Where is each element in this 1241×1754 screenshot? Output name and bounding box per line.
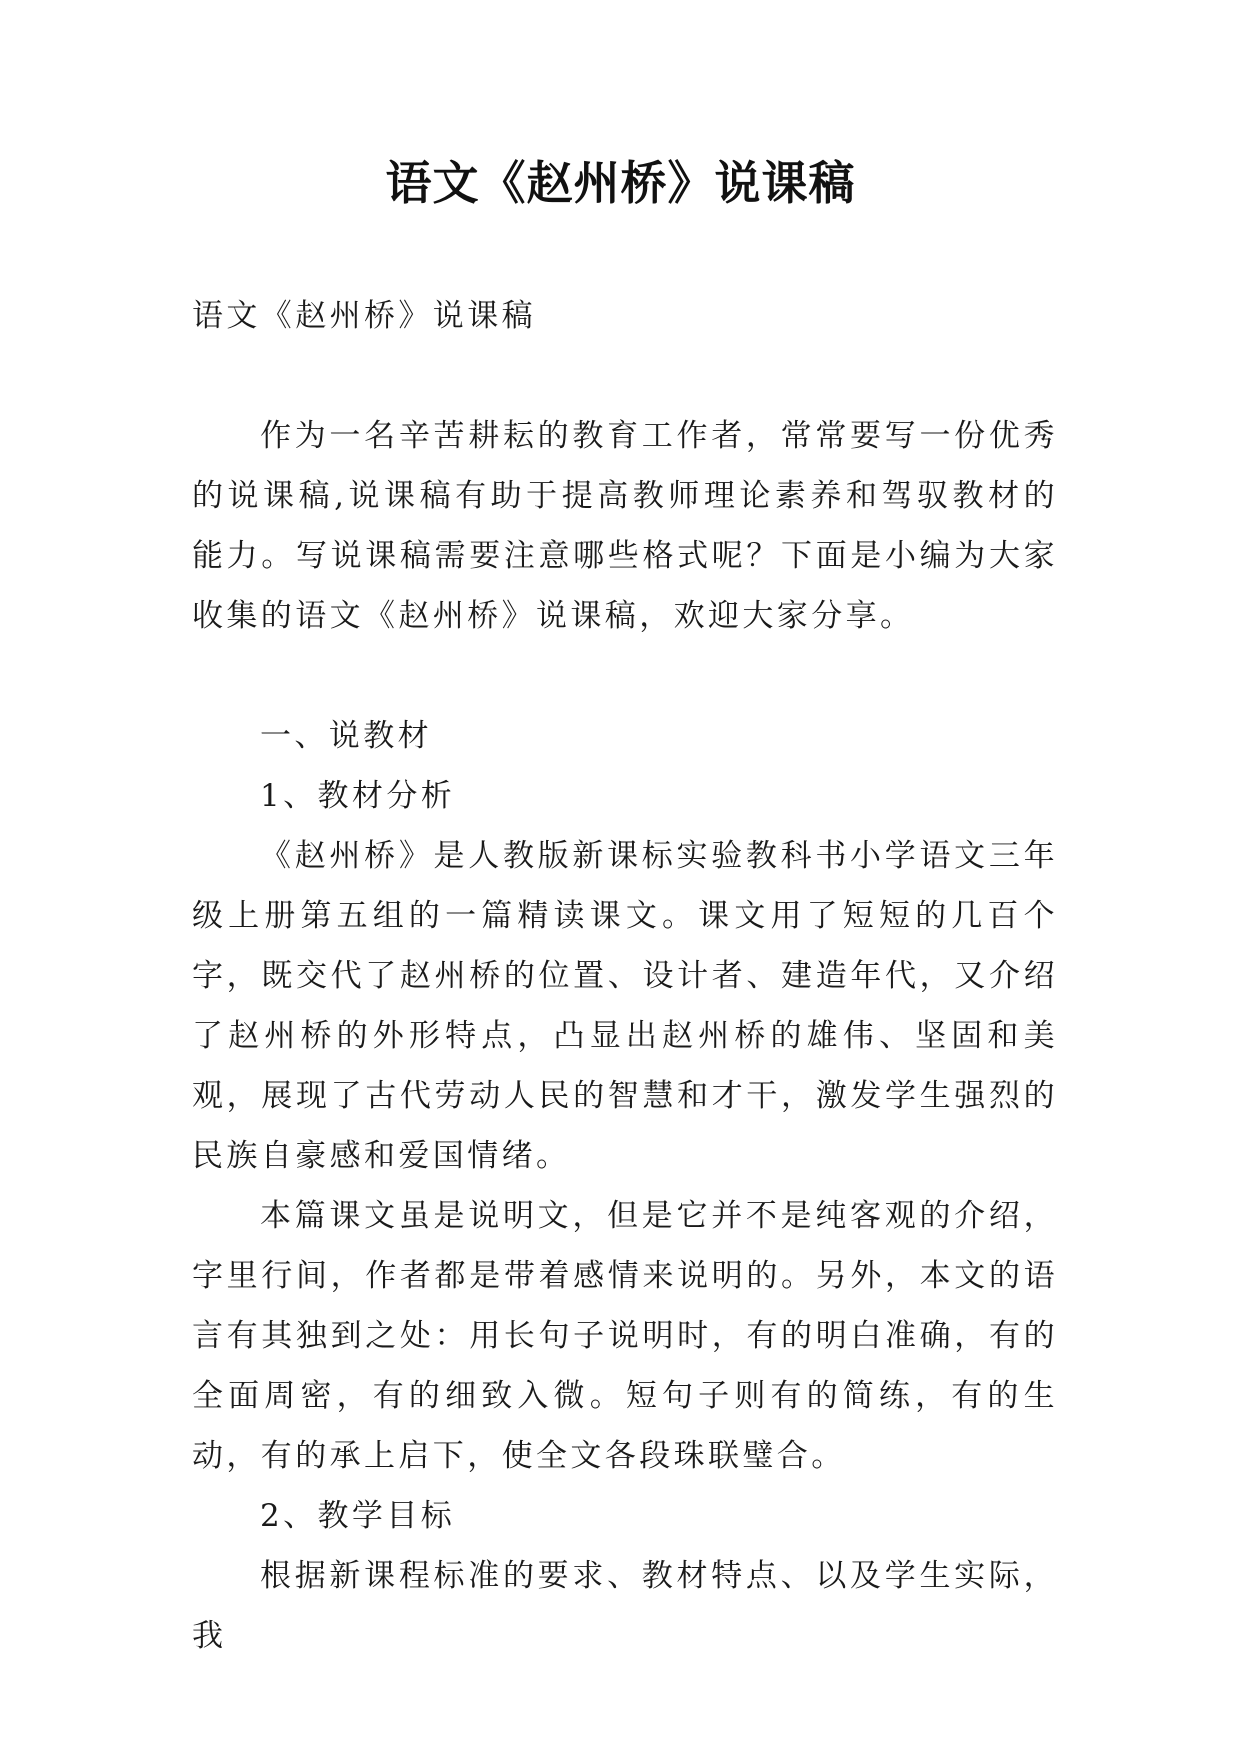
section-heading-textbook: 一、说教材: [260, 718, 432, 754]
analysis-paragraph: 《赵州桥》是人教版新课标实验教科书小学语文三年级上册第五组的一篇精读课文。课文用了短短的几百个字，既交代了赵州桥的位置、设计者、建造年代，又介绍了赵州桥的外形特点，凸显出赵州桥的雄伟、坚固和美观，展现了古代劳动人民的智慧和才干，激发学生强烈的民族自豪感和爱国情绪。: [192, 838, 1058, 1174]
subsection-heading-analysis: 1、教材分析: [260, 778, 456, 814]
document-body: [192, 286, 1058, 1666]
goals-paragraph: 根据新课程标准的要求、教材特点、以及学生实际，我: [192, 1558, 1058, 1654]
language-paragraph: 本篇课文虽是说明文，但是它并不是纯客观的介绍，字里行间，作者都是带着感情来说明的。另外，本文的语言有其独到之处：用长句子说明时，有的明白准确，有的全面周密，有的细致入微。短句子则有的简练，有的生动，有的承上启下，使全文各段珠联璧合。: [192, 1198, 1058, 1474]
intro-paragraph: 作为一名辛苦耕耘的教育工作者，常常要写一份优秀的说课稿,说课稿有助于提高教师理论素养和驾驭教材的能力。写说课稿需要注意哪些格式呢？下面是小编为大家收集的语文《赵州桥》说课稿，欢迎大家分享。: [192, 418, 1058, 634]
subsection-heading-goals: 2、教学目标: [260, 1498, 456, 1534]
document-title: 语文《赵州桥》说课稿: [385, 156, 856, 210]
document-subtitle: 语文《赵州桥》说课稿: [192, 298, 536, 334]
